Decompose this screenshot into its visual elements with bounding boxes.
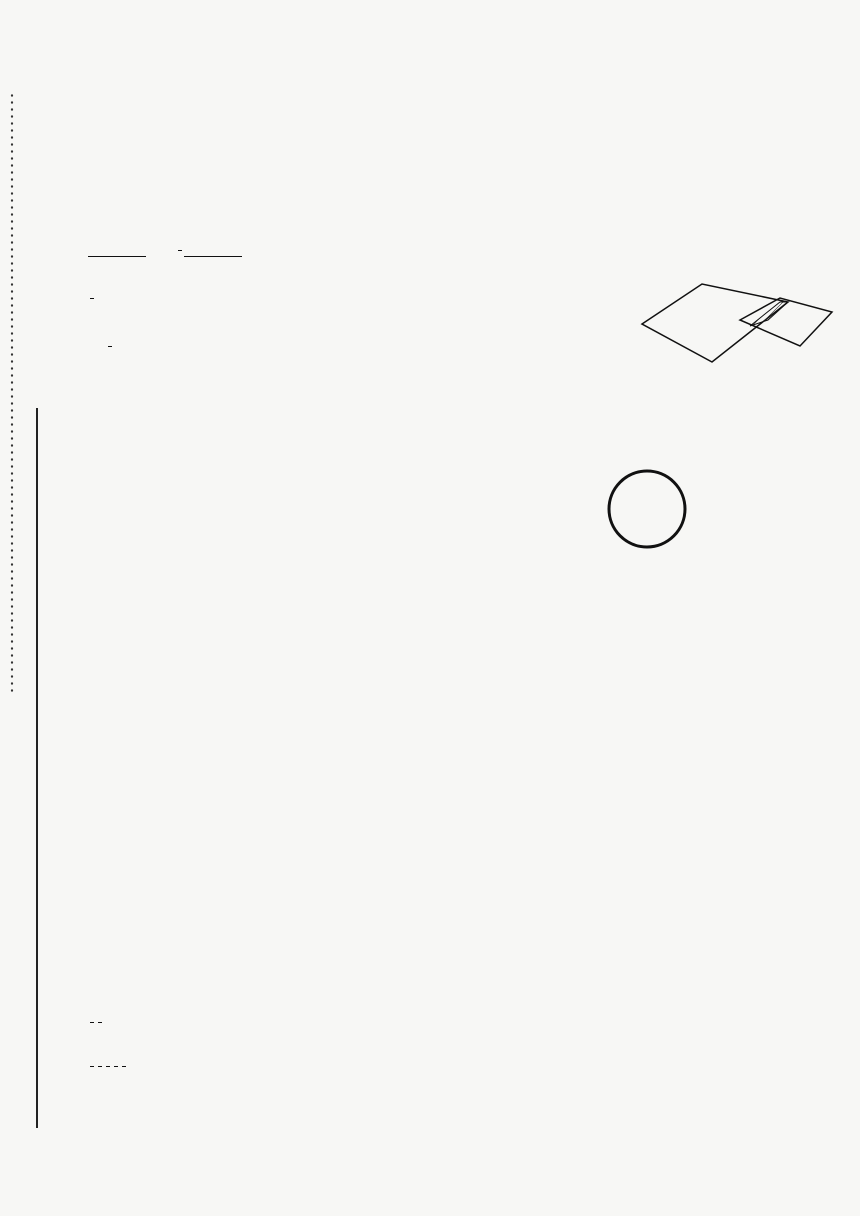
circle-sectors-figure <box>606 468 688 550</box>
q1-fraction <box>178 250 182 251</box>
question-1-2-line2 <box>106 346 114 347</box>
quadrilateral-figure <box>640 282 840 366</box>
perforation-dots <box>10 92 14 692</box>
fish-pattern-figure <box>300 908 840 984</box>
q2-1-fraction-2 <box>98 1022 102 1023</box>
question-1-1 <box>88 244 252 257</box>
q2-1-fraction-1 <box>90 1022 94 1023</box>
q1-blank-2 <box>184 244 242 257</box>
rectangle-fraction-figure <box>606 764 774 840</box>
q2-fraction-1 <box>90 298 94 299</box>
question-2-1 <box>88 1022 104 1023</box>
q2-fraction-2 <box>108 346 112 347</box>
q1-blank-1 <box>88 244 146 257</box>
parallelogram-figure <box>710 478 850 542</box>
question-1-2-line1 <box>88 298 96 299</box>
binding-line <box>36 408 38 1128</box>
question-2-2 <box>88 1066 128 1067</box>
